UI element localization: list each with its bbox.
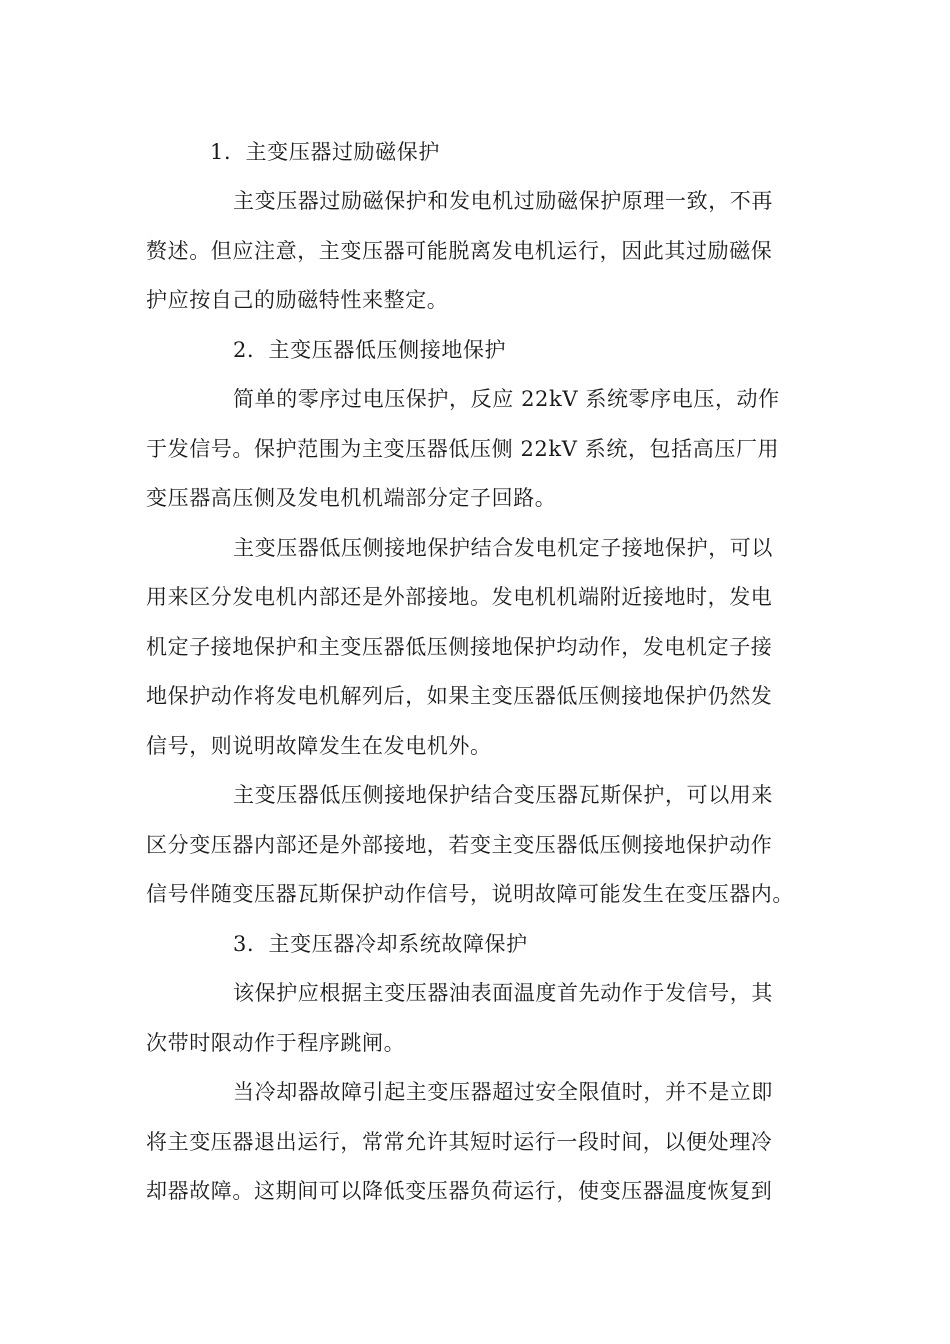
- section-heading-2: 2．主变压器低压侧接地保护: [233, 338, 507, 362]
- paragraph-line: 地保护动作将发电机解列后，如果主变压器低压侧接地保护仍然发: [146, 684, 773, 708]
- paragraph-line: 将主变压器退出运行，常常允许其短时运行一段时间，以便处理冷: [146, 1130, 773, 1154]
- paragraph-line: 主变压器低压侧接地保护结合发电机定子接地保护，可以: [233, 536, 773, 560]
- paragraph-line: 机定子接地保护和主变压器低压侧接地保护均动作，发电机定子接: [146, 635, 773, 659]
- paragraph-line: 该保护应根据主变压器油表面温度首先动作于发信号，其: [233, 981, 773, 1005]
- paragraph-line: 次带时限动作于程序跳闸。: [146, 1031, 406, 1055]
- paragraph-line: 区分变压器内部还是外部接地，若变主变压器低压侧接地保护动作: [146, 833, 773, 857]
- paragraph-line: 信号，则说明故障发生在发电机外。: [146, 734, 492, 758]
- paragraph-line: 当冷却器故障引起主变压器超过安全限值时，并不是立即: [233, 1080, 773, 1104]
- paragraph-line: 信号伴随变压器瓦斯保护动作信号，说明故障可能发生在变压器内。: [146, 882, 794, 906]
- paragraph-line: 护应按自己的励磁特性来整定。: [146, 288, 449, 312]
- paragraph-line: 赘述。但应注意，主变压器可能脱离发电机运行，因此其过励磁保: [146, 239, 773, 263]
- paragraph-line: 变压器高压侧及发电机机端部分定子回路。: [146, 486, 557, 510]
- paragraph-line: 主变压器低压侧接地保护结合变压器瓦斯保护，可以用来: [233, 783, 773, 807]
- section-heading-1: 1．主变压器过励磁保护: [210, 140, 440, 164]
- paragraph-line: 简单的零序过电压保护，反应 22kV 系统零序电压，动作: [233, 387, 780, 411]
- paragraph-line: 于发信号。保护范围为主变压器低压侧 22kV 系统，包括高压厂用: [146, 437, 780, 461]
- paragraph-line: 用来区分发电机内部还是外部接地。发电机机端附近接地时，发电: [146, 585, 773, 609]
- paragraph-line: 主变压器过励磁保护和发电机过励磁保护原理一致，不再: [233, 189, 773, 213]
- paragraph-line: 却器故障。这期间可以降低变压器负荷运行，使变压器温度恢复到: [146, 1179, 773, 1203]
- section-heading-3: 3．主变压器冷却系统故障保护: [233, 932, 528, 956]
